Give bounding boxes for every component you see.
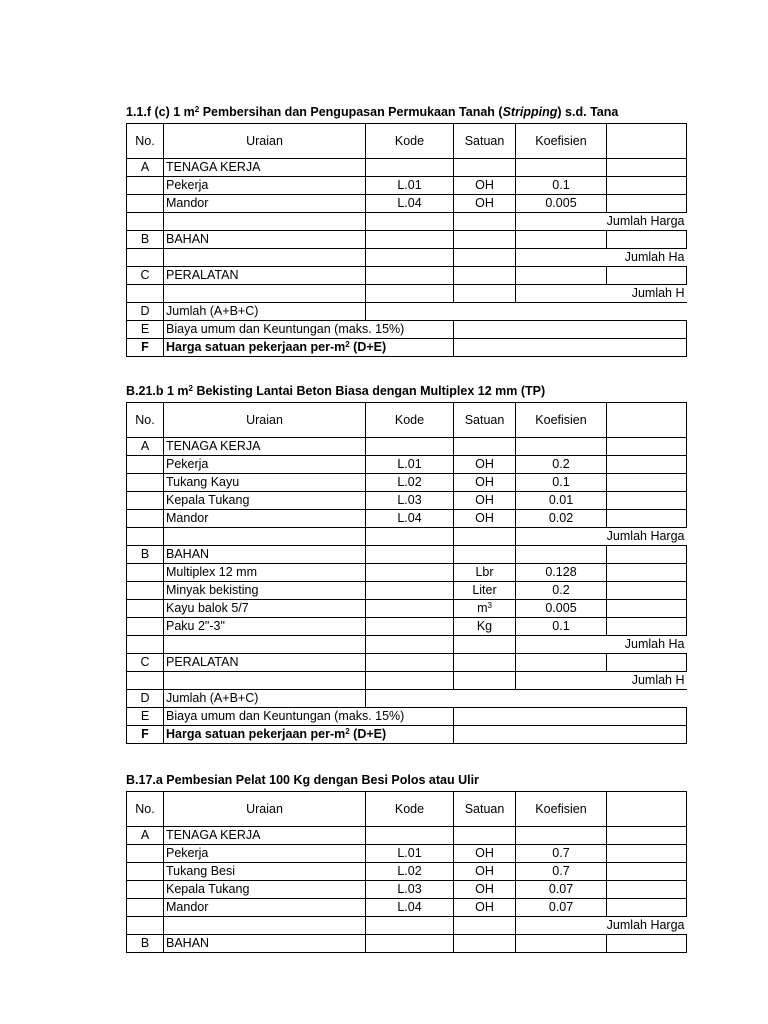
header-satuan: Satuan	[454, 792, 516, 827]
row-koefisien: 0.07	[516, 881, 607, 899]
table-row	[127, 159, 687, 177]
row-koefisien: 0.1	[516, 177, 607, 195]
unit-price-row	[127, 726, 687, 744]
row-satuan: OH	[454, 474, 516, 492]
section-2-table	[126, 402, 687, 744]
header-uraian: Uraian	[164, 124, 366, 159]
row-koefisien: 0.07	[516, 899, 607, 917]
row-kode: L.01	[366, 845, 454, 863]
subtotal-label: Jumlah Harga	[516, 528, 687, 546]
subtotal-label: Jumlah Ha	[516, 636, 687, 654]
row-no: D	[127, 303, 164, 321]
row-no: F	[127, 726, 164, 744]
header-satuan: Satuan	[454, 403, 516, 438]
row-satuan: Kg	[454, 618, 516, 636]
table-header-row	[127, 124, 687, 159]
row-koefisien: 0.01	[516, 492, 607, 510]
table-row	[127, 582, 687, 600]
row-kode: L.01	[366, 177, 454, 195]
row-uraian: TENAGA KERJA	[164, 159, 366, 177]
row-no: A	[127, 827, 164, 845]
row-uraian: Pekerja	[164, 456, 366, 474]
header-no: No.	[127, 792, 164, 827]
row-uraian: Mandor	[164, 510, 366, 528]
subtotal-label: Jumlah Ha	[516, 249, 687, 267]
header-koefisien: Koefisien	[516, 403, 607, 438]
subtotal-row	[127, 528, 687, 546]
header-kode: Kode	[366, 124, 454, 159]
table-row	[127, 618, 687, 636]
subtotal-row	[127, 213, 687, 231]
row-uraian: TENAGA KERJA	[164, 827, 366, 845]
section-3-title: B.17.a Pembesian Pelat 100 Kg dengan Besi Polos atau Ulir	[126, 773, 479, 787]
row-uraian: Mandor	[164, 899, 366, 917]
table-row	[127, 564, 687, 582]
row-satuan: OH	[454, 510, 516, 528]
row-kode: L.04	[366, 899, 454, 917]
row-satuan: $m^3$	[454, 600, 516, 618]
row-kode: L.02	[366, 863, 454, 881]
row-kode: L.03	[366, 881, 454, 899]
row-satuan: OH	[454, 863, 516, 881]
header-satuan: Satuan	[454, 124, 516, 159]
table-row	[127, 827, 687, 845]
row-koefisien: 0.128	[516, 564, 607, 582]
row-satuan: OH	[454, 881, 516, 899]
table-row	[127, 438, 687, 456]
row-no: E	[127, 708, 164, 726]
row-no: F	[127, 339, 164, 357]
table-row	[127, 899, 687, 917]
header-kode: Kode	[366, 403, 454, 438]
row-uraian: Paku 2"-3"	[164, 618, 366, 636]
table-row	[127, 474, 687, 492]
section-1	[126, 104, 685, 357]
table-row	[127, 546, 687, 564]
header-kode: Kode	[366, 792, 454, 827]
header-koefisien: Koefisien	[516, 124, 607, 159]
row-uraian: Kepala Tukang	[164, 492, 366, 510]
row-uraian: Pekerja	[164, 177, 366, 195]
section-1-table	[126, 123, 687, 357]
table-row	[127, 863, 687, 881]
total-row	[127, 690, 687, 708]
row-satuan: OH	[454, 456, 516, 474]
overhead-row	[127, 321, 687, 339]
overhead-row	[127, 708, 687, 726]
row-kode: L.04	[366, 510, 454, 528]
table-row	[127, 177, 687, 195]
table-header-row	[127, 792, 687, 827]
table-row	[127, 456, 687, 474]
subtotal-label: Jumlah Harga	[516, 917, 687, 935]
row-no: C	[127, 267, 164, 285]
row-koefisien: 0.1	[516, 474, 607, 492]
table-header-row	[127, 403, 687, 438]
header-cut	[607, 124, 687, 159]
row-uraian: Pekerja	[164, 845, 366, 863]
row-no: B	[127, 546, 164, 564]
row-kode: L.02	[366, 474, 454, 492]
table-row	[127, 654, 687, 672]
subtotal-row	[127, 636, 687, 654]
row-no: B	[127, 935, 164, 953]
subtotal-row	[127, 285, 687, 303]
row-uraian: Minyak bekisting	[164, 582, 366, 600]
table-row	[127, 881, 687, 899]
row-uraian: Mandor	[164, 195, 366, 213]
row-uraian: Tukang Kayu	[164, 474, 366, 492]
row-uraian: Harga satuan pekerjaan per-$m^2$ (D+E)	[164, 339, 454, 357]
row-satuan: OH	[454, 195, 516, 213]
row-uraian: Tukang Besi	[164, 863, 366, 881]
header-uraian: Uraian	[164, 403, 366, 438]
row-koefisien: 0.2	[516, 456, 607, 474]
row-koefisien: 0.7	[516, 845, 607, 863]
row-koefisien: 0.2	[516, 582, 607, 600]
row-kode: L.01	[366, 456, 454, 474]
table-row	[127, 845, 687, 863]
row-uraian: BAHAN	[164, 935, 366, 953]
row-uraian: Kepala Tukang	[164, 881, 366, 899]
row-satuan: OH	[454, 845, 516, 863]
row-uraian: BAHAN	[164, 546, 366, 564]
row-no: B	[127, 231, 164, 249]
row-uraian: Biaya umum dan Keuntungan (maks. 15%)	[164, 708, 454, 726]
row-no: D	[127, 690, 164, 708]
row-koefisien: 0.02	[516, 510, 607, 528]
row-no: A	[127, 159, 164, 177]
row-uraian: Jumlah (A+B+C)	[164, 690, 366, 708]
row-satuan: OH	[454, 177, 516, 195]
subtotal-label: Jumlah Harga	[516, 213, 687, 231]
header-no: No.	[127, 403, 164, 438]
row-no: A	[127, 438, 164, 456]
section-1-title: 1.1.f (c) 1 $m^2$ Pembersihan dan Pengupasan Permukaan Tanah (Stripping) s.d. Tana	[126, 105, 619, 119]
row-no: C	[127, 654, 164, 672]
row-uraian: TENAGA KERJA	[164, 438, 366, 456]
subtotal-row	[127, 249, 687, 267]
row-uraian: PERALATAN	[164, 267, 366, 285]
section-2-title: B.21.b 1 $m^2$ Bekisting Lantai Beton Biasa dengan Multiplex 12 mm (TP)	[126, 384, 546, 398]
total-row	[127, 303, 687, 321]
row-uraian: Harga satuan pekerjaan per-$m^2$ (D+E)	[164, 726, 454, 744]
header-no: No.	[127, 124, 164, 159]
row-koefisien: 0.005	[516, 195, 607, 213]
row-satuan: Liter	[454, 582, 516, 600]
row-uraian: Biaya umum dan Keuntungan (maks. 15%)	[164, 321, 454, 339]
row-kode: L.03	[366, 492, 454, 510]
subtotal-row	[127, 672, 687, 690]
table-row	[127, 267, 687, 285]
table-row	[127, 195, 687, 213]
subtotal-row	[127, 917, 687, 935]
table-row	[127, 935, 687, 953]
row-uraian: PERALATAN	[164, 654, 366, 672]
header-koefisien: Koefisien	[516, 792, 607, 827]
row-kode: L.04	[366, 195, 454, 213]
table-row	[127, 600, 687, 618]
row-satuan: OH	[454, 492, 516, 510]
row-satuan: OH	[454, 899, 516, 917]
row-no: E	[127, 321, 164, 339]
subtotal-label: Jumlah H	[516, 672, 687, 690]
row-uraian: Kayu balok 5/7	[164, 600, 366, 618]
row-koefisien: 0.005	[516, 600, 607, 618]
row-koefisien: 0.1	[516, 618, 607, 636]
table-row	[127, 510, 687, 528]
row-uraian: Multiplex 12 mm	[164, 564, 366, 582]
subtotal-label: Jumlah H	[516, 285, 687, 303]
row-satuan: Lbr	[454, 564, 516, 582]
section-3	[126, 772, 685, 962]
row-uraian: Jumlah (A+B+C)	[164, 303, 366, 321]
unit-price-row	[127, 339, 687, 357]
section-3-table	[126, 791, 687, 953]
table-row	[127, 231, 687, 249]
row-koefisien: 0.7	[516, 863, 607, 881]
section-2	[126, 383, 685, 744]
header-uraian: Uraian	[164, 792, 366, 827]
row-uraian: BAHAN	[164, 231, 366, 249]
table-row	[127, 492, 687, 510]
